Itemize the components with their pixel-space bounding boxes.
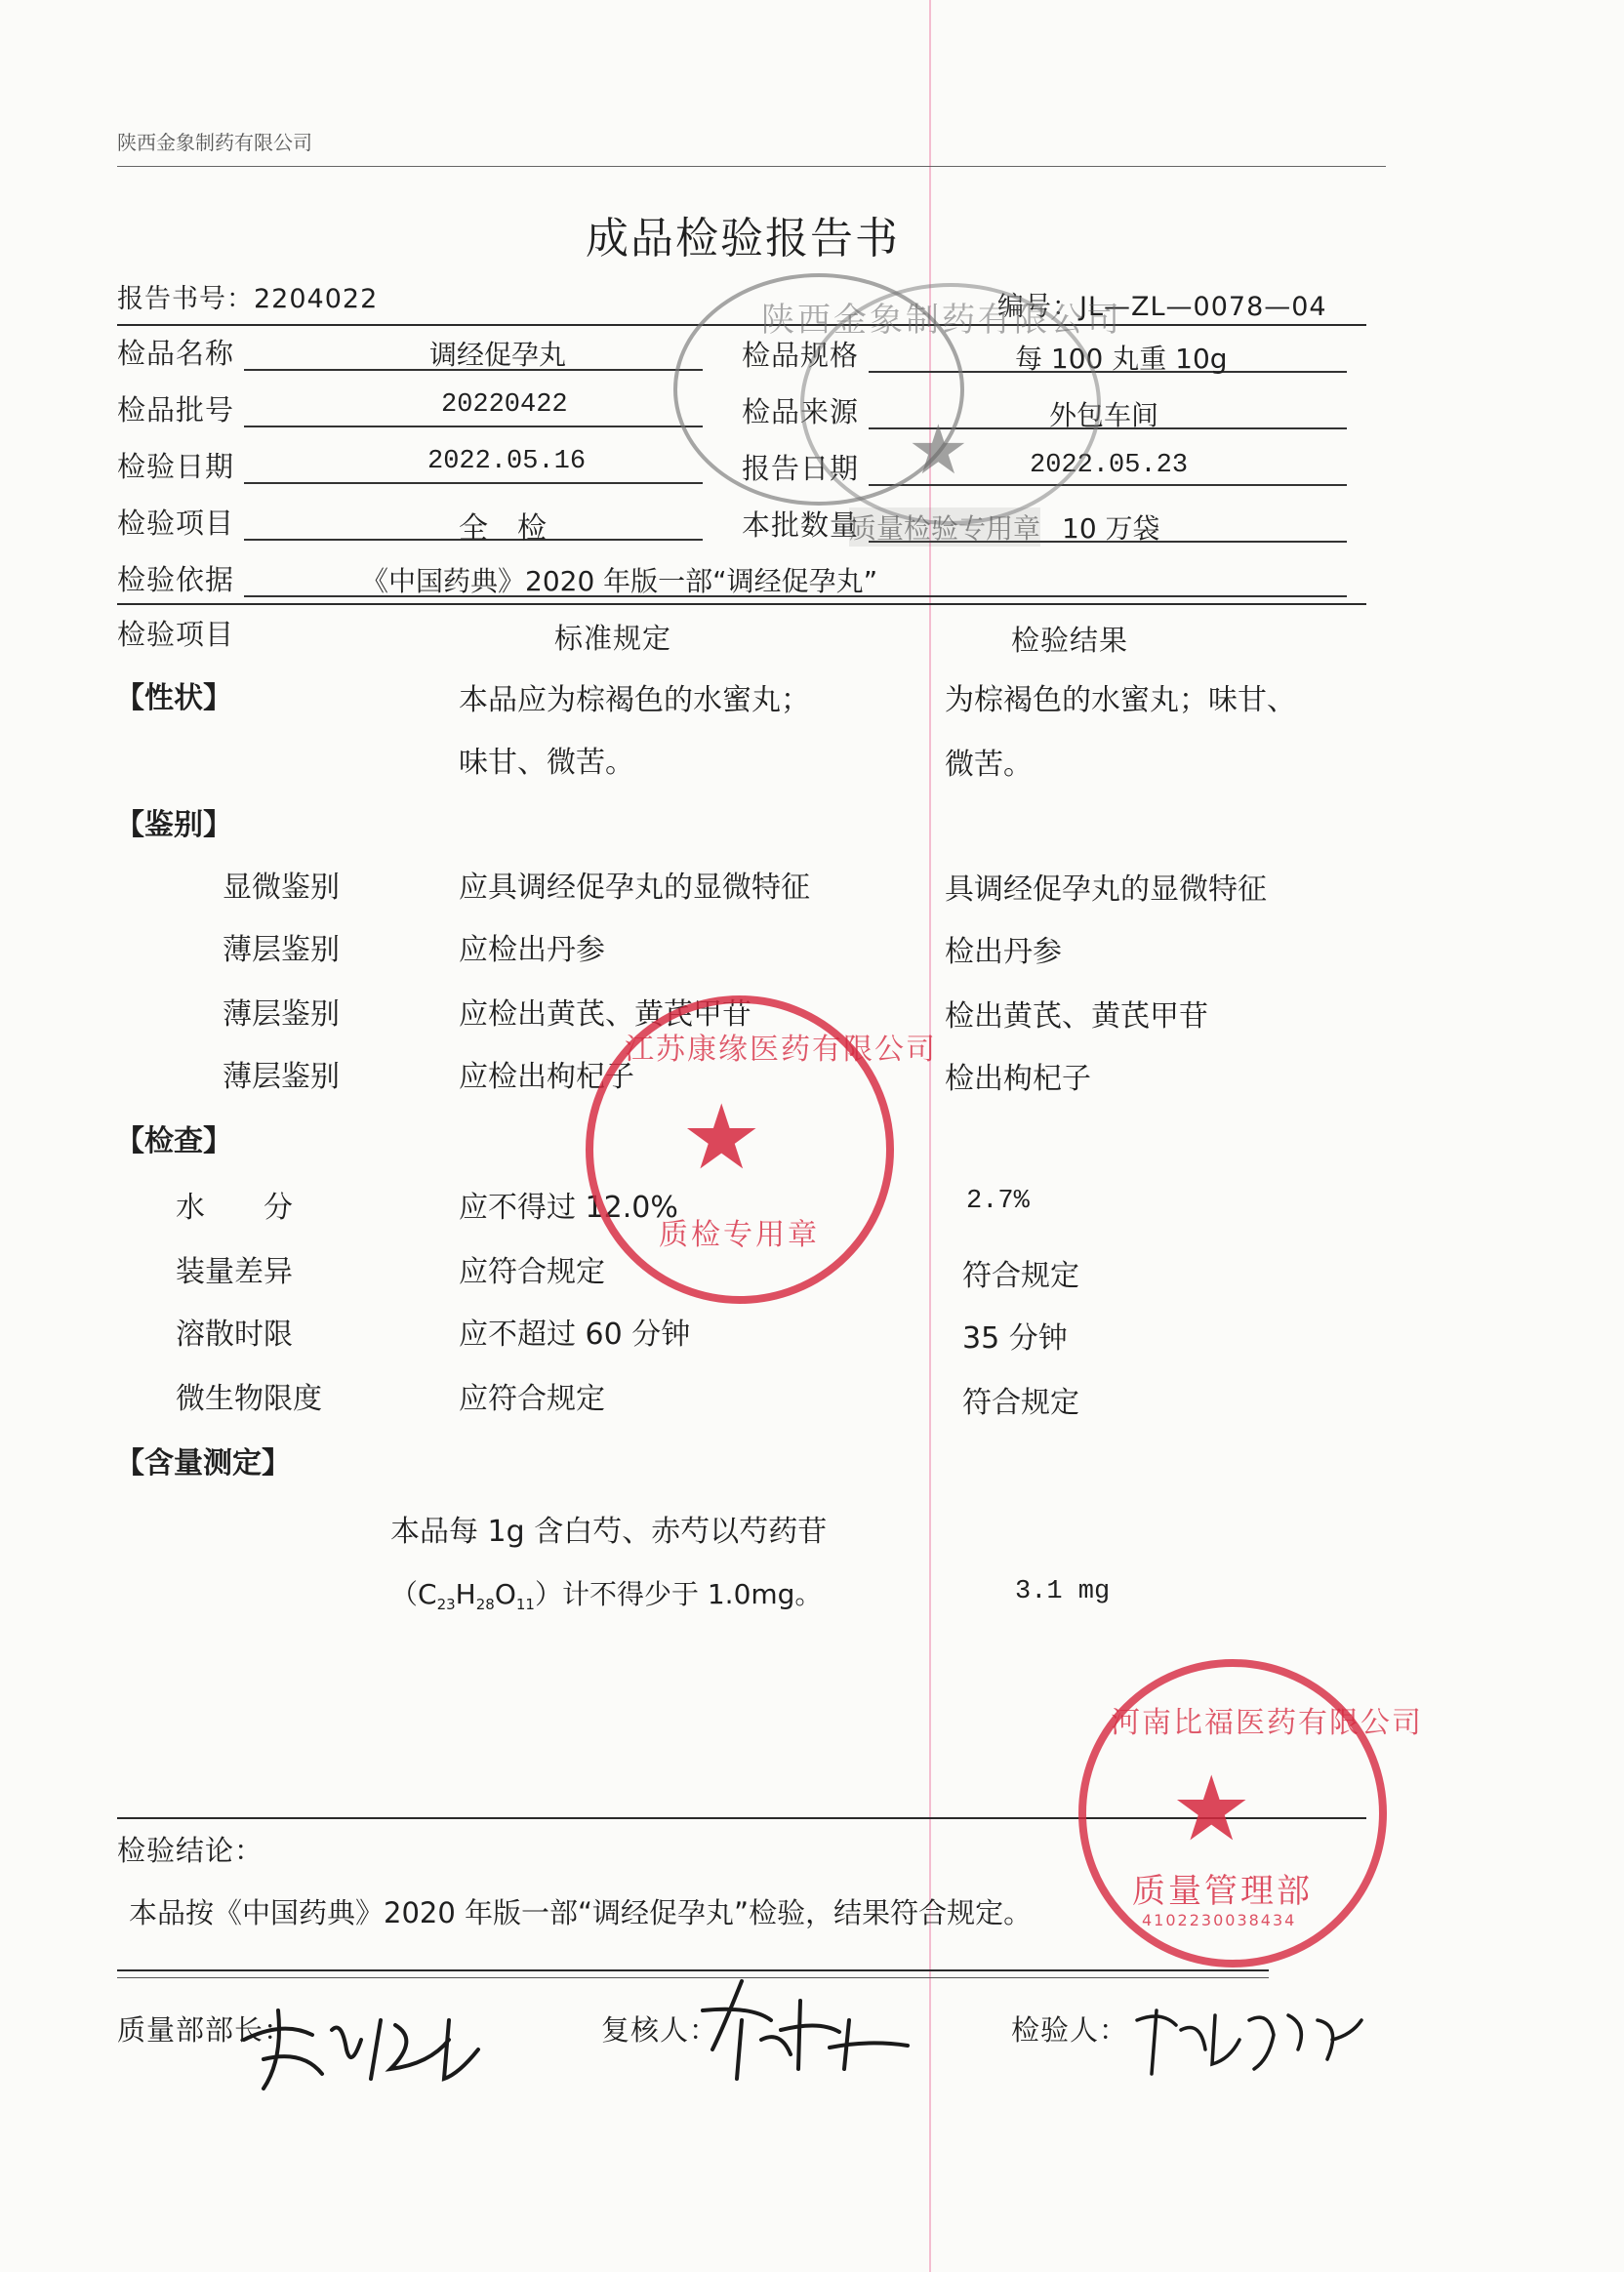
product-name-value: 调经促孕丸 [429, 339, 567, 371]
basis-label: 检验依据 [117, 563, 235, 596]
assay-result: 3.1 mg [1015, 1577, 1111, 1606]
red-seal-middle-star-icon: ★ [681, 1085, 762, 1190]
col-header-item: 检验项目 [117, 618, 235, 651]
assay-formula-sub-28: 28 [475, 1596, 495, 1613]
report-date-label: 报告日期 [742, 452, 860, 485]
check-row-3-result: 35 分钟 [962, 1321, 1068, 1356]
check-row-4-standard: 应符合规定 [459, 1382, 605, 1416]
report-number: 报告书号：2204022 [117, 284, 379, 314]
character-standard-line1: 本品应为棕褐色的水蜜丸； [459, 683, 810, 717]
ident-row-1-standard: 应具调经促孕丸的显微特征 [459, 871, 810, 905]
assay-formula-sub-11: 11 [515, 1596, 535, 1613]
ident-row-1-result: 具调经促孕丸的显微特征 [945, 872, 1267, 907]
red-seal-br-code: 4102230038434 [1142, 1911, 1297, 1929]
gray-seal-star-icon: ★ [908, 410, 969, 490]
ident-row-4-item: 薄层鉴别 [223, 1060, 340, 1094]
check-row-2-standard: 应符合规定 [459, 1255, 605, 1289]
red-seal-middle-text-top: 江苏康缘医药有限公司 [625, 1033, 937, 1067]
red-seal-br-star-icon: ★ [1171, 1757, 1252, 1861]
check-row-1-item: 水 分 [176, 1191, 293, 1225]
ident-row-4-result: 检出枸杞子 [945, 1062, 1091, 1096]
reviewer-label: 复核人： [601, 2013, 719, 2047]
batch-label: 检品批号 [117, 393, 235, 426]
report-date-value: 2022.05.23 [1030, 451, 1189, 480]
col-header-standard: 标准规定 [554, 622, 672, 655]
test-items-label: 检验项目 [117, 507, 235, 540]
reviewer-signature [683, 1962, 927, 2098]
qa-head-label: 质量部部长： [117, 2013, 294, 2047]
test-date-value: 2022.05.16 [427, 447, 587, 476]
assay-standard-line2 [390, 1573, 822, 1613]
ident-row-2-result: 检出丹参 [945, 935, 1062, 969]
ident-row-1-item: 显微鉴别 [223, 871, 340, 905]
ident-row-3-result: 检出黄芪、黄芪甲苷 [945, 999, 1208, 1034]
batch-underline [244, 426, 703, 427]
check-row-3-item: 溶散时限 [176, 1318, 293, 1352]
product-name-label: 检品名称 [117, 337, 235, 370]
spec-label: 检品规格 [742, 339, 860, 372]
col-header-result: 检验结果 [1011, 624, 1129, 657]
gray-seal-text-bottom: 质量检验专用章 [849, 507, 1040, 547]
ident-row-4-standard: 应检出枸杞子 [459, 1060, 634, 1094]
check-row-3-standard: 应不超过 60 分钟 [459, 1318, 691, 1352]
quantity-value: 10 万袋 [1062, 512, 1160, 545]
gray-seal-text-top: 陕西金象制药有限公司 [761, 301, 1122, 340]
assay-formula-o: O [494, 1578, 516, 1610]
ident-row-2-standard: 应检出丹参 [459, 933, 605, 967]
qa-head-signature [224, 1981, 508, 2098]
assay-formula-prefix: （C [390, 1578, 437, 1610]
character-standard-line2: 味甘、微苦。 [459, 746, 634, 780]
form-number: 编号：JL—ZL—0078—04 [997, 292, 1327, 322]
character-result-line1: 为棕褐色的水蜜丸；味甘、 [945, 683, 1296, 717]
test-date-label: 检验日期 [117, 450, 235, 483]
assay-standard-line1: 本品每 1g 含白芍、赤芍以芍药苷 [390, 1515, 828, 1549]
inspector-signature [1122, 1981, 1366, 2089]
conclusion-text: 本品按《中国药典》2020 年版一部“调经促孕丸”检验，结果符合规定。 [129, 1896, 1033, 1929]
red-seal-middle-text-bottom: 质检专用章 [659, 1218, 820, 1252]
source-value: 外包车间 [1049, 399, 1159, 431]
assay-formula-h: H [455, 1578, 476, 1610]
batch-value: 20220422 [441, 390, 568, 420]
header-rule [117, 166, 1386, 167]
test-date-underline [244, 482, 703, 484]
red-seal-br-text-top: 河南比福医药有限公司 [1111, 1706, 1423, 1740]
conclusion-label: 检验结论： [117, 1834, 264, 1867]
page-title: 成品检验报告书 [586, 214, 900, 264]
quantity-label: 本批数量 [742, 508, 860, 542]
section-identification: 【鉴别】 [115, 808, 232, 842]
ident-row-3-standard: 应检出黄芪、黄芪甲苷 [459, 997, 751, 1032]
section-character: 【性状】 [115, 681, 232, 715]
assay-formula-sub-23: 23 [436, 1596, 456, 1613]
check-row-2-item: 装量差异 [176, 1255, 293, 1289]
red-seal-br-text-bottom: 质量管理部 [1132, 1872, 1313, 1911]
assay-formula-suffix: ）计不得少于 1.0mg。 [534, 1578, 823, 1610]
check-row-1-standard: 应不得过 12.0% [459, 1191, 678, 1225]
section-assay: 【含量测定】 [115, 1446, 291, 1481]
character-result-line2: 微苦。 [945, 748, 1033, 782]
section-check: 【检查】 [115, 1124, 232, 1158]
table-top-rule [117, 603, 1366, 605]
ident-row-3-item: 薄层鉴别 [223, 997, 340, 1032]
ident-row-2-item: 薄层鉴别 [223, 933, 340, 967]
basis-value: 《中国药典》2020 年版一部“调经促孕丸” [361, 565, 878, 597]
check-row-2-result: 符合规定 [962, 1259, 1079, 1293]
spec-value: 每 100 丸重 10g [1015, 343, 1228, 375]
test-items-value: 全 检 [459, 511, 547, 546]
check-row-4-item: 微生物限度 [176, 1382, 322, 1416]
check-row-1-result: 2.7% [966, 1187, 1030, 1216]
company-header: 陕西金象制药有限公司 [117, 131, 312, 154]
source-label: 检品来源 [742, 395, 860, 428]
check-row-4-result: 符合规定 [962, 1386, 1079, 1420]
inspector-label: 检验人： [1011, 2013, 1129, 2047]
